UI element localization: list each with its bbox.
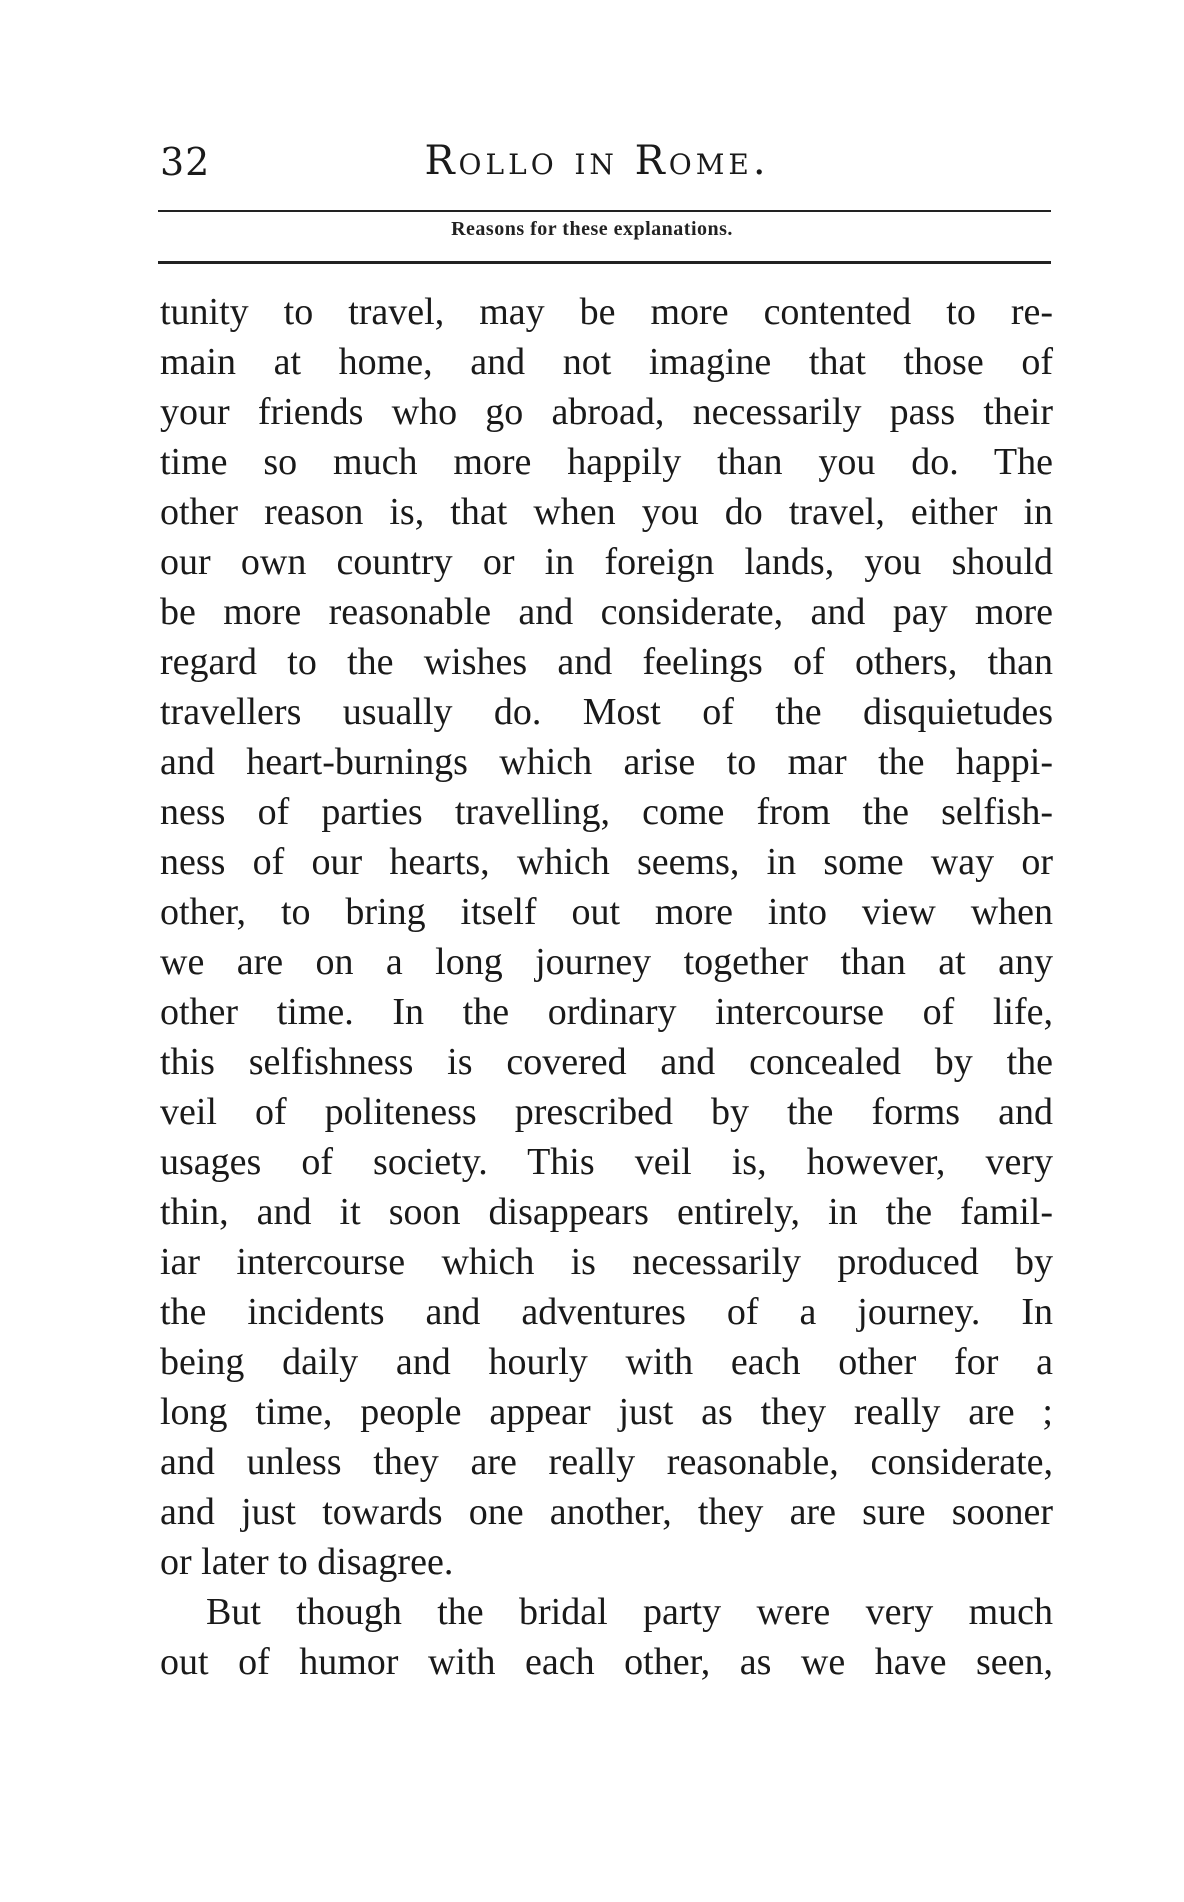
text-line: travellers usually do. Most of the disquietudes — [160, 691, 1053, 733]
text-line: thin, and it soon disappears entirely, in the famil- — [160, 1191, 1053, 1233]
text-line: other, to bring itself out more into view when — [160, 891, 1053, 933]
text-line: main at home, and not imagine that those of — [160, 341, 1053, 383]
text-line: iar intercourse which is necessarily produced by — [160, 1241, 1053, 1283]
text-line: tunity to travel, may be more contented to re- — [160, 291, 1053, 333]
text-line: we are on a long journey together than at any — [160, 941, 1053, 983]
text-line: the incidents and adventures of a journey. In — [160, 1291, 1053, 1333]
running-title: Rollo in Rome. — [424, 138, 770, 184]
text-line: ness of parties travelling, come from the selfish- — [160, 791, 1053, 833]
text-line: regard to the wishes and feelings of others, than — [160, 641, 1053, 683]
text-line: be more reasonable and considerate, and pay more — [160, 591, 1053, 633]
text-line: But though the bridal party were very much — [206, 1591, 1053, 1633]
paragraph-2 — [160, 1587, 1053, 1687]
text-line: our own country or in foreign lands, you should — [160, 541, 1053, 583]
header-rule-bottom — [158, 261, 1051, 264]
body-text — [160, 287, 1053, 1687]
text-line: and just towards one another, they are sure sooner — [160, 1491, 1053, 1533]
section-subheading: Reasons for these explanations. — [451, 218, 733, 240]
text-line: and unless they are really reasonable, considerate, — [160, 1441, 1053, 1483]
text-line: long time, people appear just as they really are ; — [160, 1391, 1053, 1433]
text-line: time so much more happily than you do. The — [160, 441, 1053, 483]
page-number: 32 — [160, 140, 211, 184]
text-line: your friends who go abroad, necessarily pass their — [160, 391, 1053, 433]
text-line: usages of society. This veil is, however, very — [160, 1141, 1053, 1183]
text-line: other time. In the ordinary intercourse of life, — [160, 991, 1053, 1033]
text-line: this selfishness is covered and concealed by the — [160, 1041, 1053, 1083]
header-rule-top — [158, 210, 1051, 212]
text-line: ness of our hearts, which seems, in some way or — [160, 841, 1053, 883]
text-line: out of humor with each other, as we have seen, — [160, 1641, 1053, 1683]
text-line: veil of politeness prescribed by the forms and — [160, 1091, 1053, 1133]
text-line: being daily and hourly with each other for a — [160, 1341, 1053, 1383]
text-line: other reason is, that when you do travel, either in — [160, 491, 1053, 533]
text-line: or later to disagree. — [160, 1541, 454, 1583]
text-line: and heart-burnings which arise to mar the happi- — [160, 741, 1053, 783]
paragraph-1 — [160, 287, 1053, 1587]
